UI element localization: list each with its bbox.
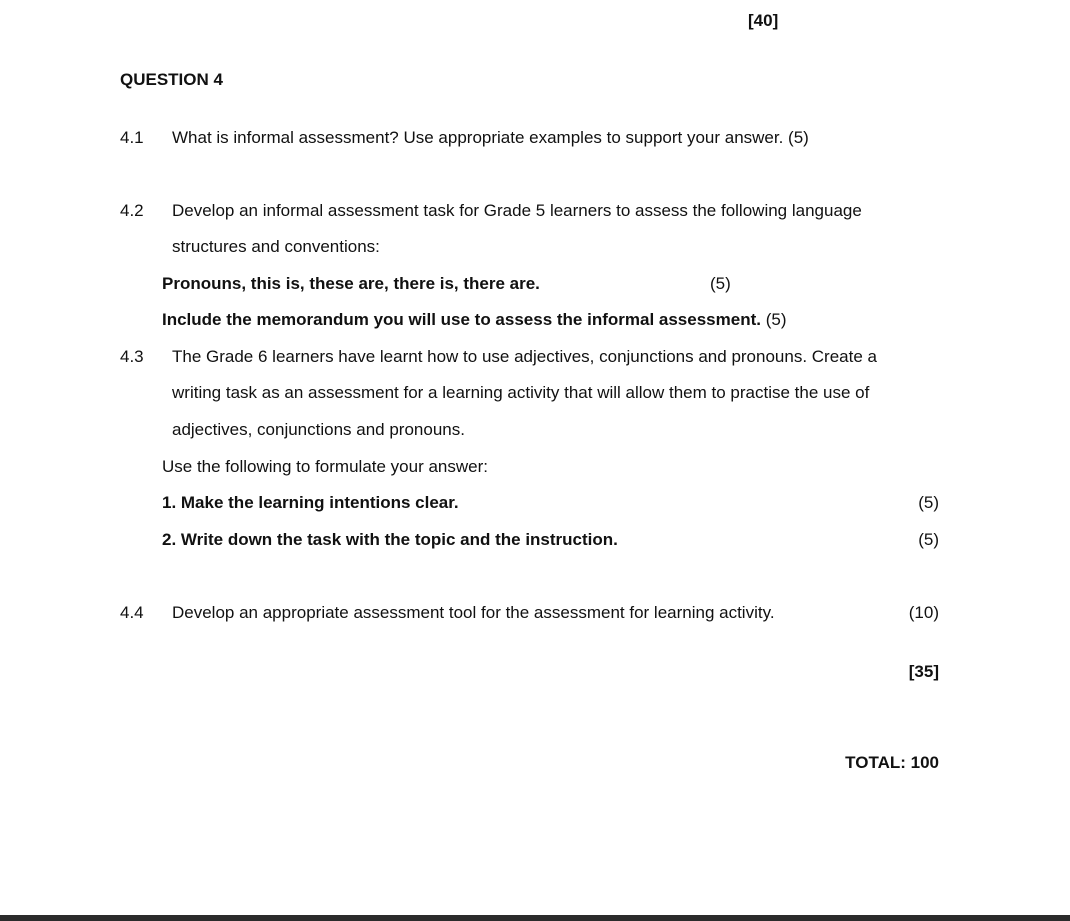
question-number: 4.3 <box>120 347 144 366</box>
question-text: Develop an appropriate assessment tool for the assessment for learning activity. <box>172 603 775 622</box>
sub-item-text: 1. Make the learning intentions clear. <box>162 493 459 512</box>
question-number: 4.4 <box>120 603 144 622</box>
question-text-line: The Grade 6 learners have learnt how to use adjectives, conjunctions and pronouns. Create a <box>172 347 877 366</box>
question-number: 4.2 <box>120 201 144 220</box>
sub-item-text: Pronouns, this is, these are, there is, there are. <box>162 274 540 293</box>
sub-item-line <box>162 309 786 331</box>
sub-item-marks: (5) <box>710 274 731 293</box>
question-text-line: writing task as an assessment for a learning activity that will allow them to practise the use of <box>172 383 870 402</box>
section-total: [35] <box>908 662 939 681</box>
question-text-line: adjectives, conjunctions and pronouns. <box>172 420 465 439</box>
question-text: What is informal assessment? Use appropriate examples to support your answer. (5) <box>172 128 809 147</box>
question-text-line: structures and conventions: <box>172 237 380 256</box>
sub-item-marks: (5) <box>918 530 939 549</box>
sub-item-text: Include the memorandum you will use to assess the informal assessment. <box>162 310 761 329</box>
question-number: 4.1 <box>120 128 144 147</box>
sub-item-marks: (5) <box>918 493 939 512</box>
instruction-text: Use the following to formulate your answer: <box>162 457 488 476</box>
page-bottom-border <box>0 915 1070 921</box>
sub-item-marks: (5) <box>765 310 787 329</box>
question-marks: (10) <box>908 603 939 622</box>
sub-item-text: 2. Write down the task with the topic and the instruction. <box>162 530 618 549</box>
question-text-line: Develop an informal assessment task for Grade 5 learners to assess the following language <box>172 201 862 220</box>
question-title: QUESTION 4 <box>120 70 223 89</box>
previous-section-total: [40] <box>748 11 779 30</box>
grand-total: TOTAL: 100 <box>845 753 939 772</box>
